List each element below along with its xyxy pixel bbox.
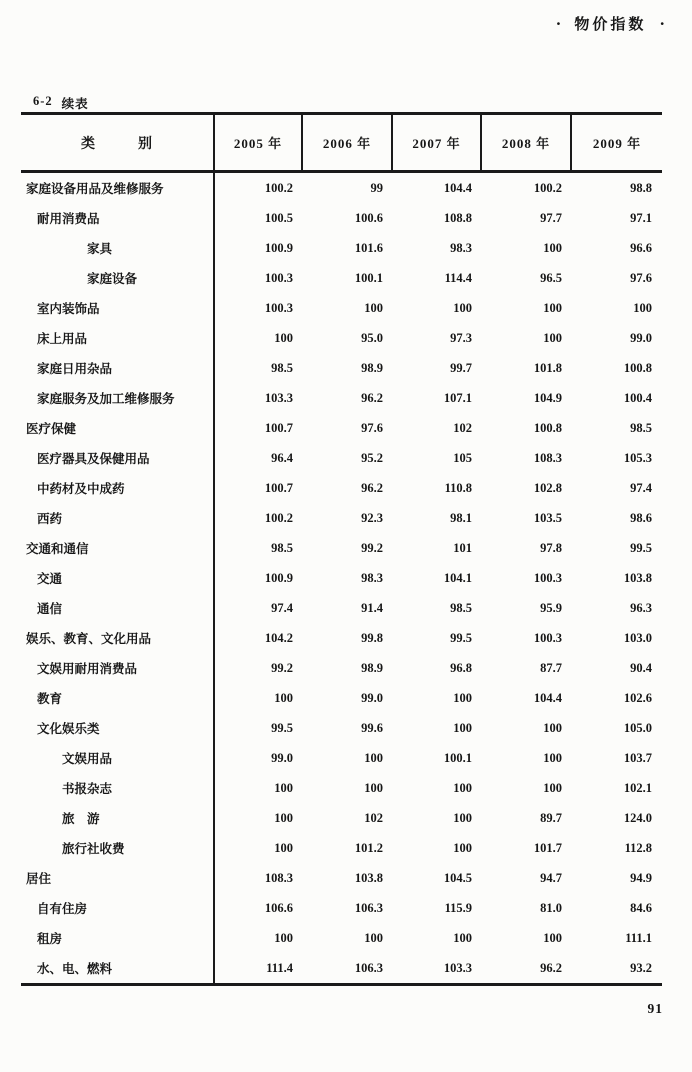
row-value-2007: 100 bbox=[453, 690, 472, 705]
row-label: 床上用品 bbox=[21, 323, 215, 353]
row-label: 交通和通信 bbox=[21, 533, 215, 563]
row-value-2005: 111.4 bbox=[266, 960, 293, 975]
row-value-2009: 84.6 bbox=[630, 900, 652, 915]
row-value-2006: 92.3 bbox=[361, 510, 383, 525]
row-value-2006: 103.8 bbox=[354, 870, 383, 885]
row-value-2006: 99.6 bbox=[361, 720, 383, 735]
table-row bbox=[21, 473, 662, 503]
page-number: 91 bbox=[647, 1001, 663, 1016]
row-value-2009: 96.3 bbox=[630, 600, 652, 615]
table-row bbox=[21, 773, 662, 803]
table-row bbox=[21, 503, 662, 533]
table-row bbox=[21, 353, 662, 383]
row-value-2008: 97.7 bbox=[540, 210, 562, 225]
row-label: 水、电、燃料 bbox=[21, 953, 215, 983]
table-row bbox=[21, 563, 662, 593]
row-value-2009: 97.1 bbox=[630, 210, 652, 225]
row-label: 家庭服务及加工维修服务 bbox=[21, 383, 215, 413]
row-value-2009: 100 bbox=[633, 300, 652, 315]
table-row bbox=[21, 893, 662, 923]
row-value-2005: 100 bbox=[274, 930, 293, 945]
row-value-2006: 99.2 bbox=[361, 540, 383, 555]
table-row bbox=[21, 323, 662, 353]
row-value-2009: 97.6 bbox=[630, 270, 652, 285]
row-value-2008: 100 bbox=[543, 780, 562, 795]
row-value-2009: 103.0 bbox=[623, 630, 652, 645]
table-row bbox=[21, 593, 662, 623]
row-value-2005: 100.7 bbox=[264, 480, 293, 495]
row-value-2008: 100.2 bbox=[533, 180, 562, 195]
row-value-2008: 100 bbox=[543, 750, 562, 765]
row-label: 文娱用品 bbox=[21, 743, 215, 773]
row-value-2008: 100 bbox=[543, 330, 562, 345]
row-value-2006: 95.0 bbox=[361, 330, 383, 345]
row-label: 文娱用耐用消费品 bbox=[21, 653, 215, 683]
row-label: 交通 bbox=[21, 563, 215, 593]
table-row bbox=[21, 833, 662, 863]
running-head-right-dot-icon: · bbox=[659, 14, 665, 33]
row-value-2005: 103.3 bbox=[264, 390, 293, 405]
row-value-2008: 100 bbox=[543, 930, 562, 945]
row-value-2005: 98.5 bbox=[271, 360, 293, 375]
row-value-2009: 105.0 bbox=[623, 720, 652, 735]
row-value-2006: 100.1 bbox=[354, 270, 383, 285]
row-value-2006: 95.2 bbox=[361, 450, 383, 465]
year-header-2005: 2005 年 bbox=[215, 115, 303, 170]
row-value-2007: 97.3 bbox=[450, 330, 472, 345]
row-label: 中药材及中成药 bbox=[21, 473, 215, 503]
row-value-2007: 104.5 bbox=[443, 870, 472, 885]
row-value-2007: 98.3 bbox=[450, 240, 472, 255]
row-value-2009: 102.6 bbox=[623, 690, 652, 705]
row-value-2006: 98.3 bbox=[361, 570, 383, 585]
row-value-2007: 107.1 bbox=[443, 390, 472, 405]
row-value-2006: 98.9 bbox=[361, 360, 383, 375]
row-value-2007: 100 bbox=[453, 780, 472, 795]
row-value-2007: 100 bbox=[453, 840, 472, 855]
row-value-2006: 106.3 bbox=[354, 960, 383, 975]
row-value-2008: 89.7 bbox=[540, 810, 562, 825]
row-value-2007: 100 bbox=[453, 810, 472, 825]
row-label: 旅 游 bbox=[21, 803, 215, 833]
row-label: 西药 bbox=[21, 503, 215, 533]
row-value-2005: 100.7 bbox=[264, 420, 293, 435]
table-row bbox=[21, 443, 662, 473]
row-value-2009: 90.4 bbox=[630, 660, 652, 675]
row-value-2005: 100 bbox=[274, 840, 293, 855]
row-value-2006: 100 bbox=[364, 930, 383, 945]
row-value-2007: 110.8 bbox=[444, 480, 472, 495]
row-value-2006: 102 bbox=[364, 810, 383, 825]
table-label-code: 6-2 bbox=[33, 94, 53, 108]
row-value-2006: 98.9 bbox=[361, 660, 383, 675]
table-row bbox=[21, 203, 662, 233]
row-value-2005: 96.4 bbox=[271, 450, 293, 465]
row-value-2008: 97.8 bbox=[540, 540, 562, 555]
row-label: 家庭设备 bbox=[21, 263, 215, 293]
row-value-2005: 100.3 bbox=[264, 300, 293, 315]
table-row bbox=[21, 173, 662, 203]
year-header-2009: 2009 年 bbox=[592, 136, 642, 151]
table-label-text: 续表 bbox=[61, 97, 89, 111]
row-value-2005: 100.9 bbox=[264, 570, 293, 585]
table-row bbox=[21, 233, 662, 263]
category-header-left: 类 bbox=[81, 136, 96, 152]
row-value-2005: 100.2 bbox=[264, 180, 293, 195]
row-value-2008: 100.3 bbox=[533, 570, 562, 585]
row-value-2009: 103.7 bbox=[623, 750, 652, 765]
row-value-2005: 99.0 bbox=[271, 750, 293, 765]
running-head-title: 物价指数 bbox=[574, 17, 647, 33]
row-value-2007: 104.4 bbox=[443, 180, 472, 195]
row-value-2005: 100.9 bbox=[264, 240, 293, 255]
row-value-2007: 99.5 bbox=[450, 630, 472, 645]
table-header-row bbox=[21, 115, 662, 173]
year-header-2006: 2006 年 bbox=[303, 115, 393, 170]
running-head-left-dot-icon: · bbox=[555, 14, 562, 33]
row-label: 教育 bbox=[21, 683, 215, 713]
row-value-2009: 111.1 bbox=[625, 930, 652, 945]
table-row bbox=[21, 623, 662, 653]
table-row bbox=[21, 923, 662, 953]
row-value-2008: 100 bbox=[543, 300, 562, 315]
row-value-2007: 115.9 bbox=[444, 900, 472, 915]
table-row bbox=[21, 383, 662, 413]
row-value-2007: 108.8 bbox=[443, 210, 472, 225]
table-row bbox=[21, 803, 662, 833]
row-value-2005: 106.6 bbox=[264, 900, 293, 915]
row-value-2005: 99.5 bbox=[271, 720, 293, 735]
row-value-2008: 104.9 bbox=[533, 390, 562, 405]
row-value-2007: 102 bbox=[453, 420, 472, 435]
row-label: 文化娱乐类 bbox=[21, 713, 215, 743]
row-value-2008: 100 bbox=[543, 720, 562, 735]
row-value-2005: 97.4 bbox=[271, 600, 293, 615]
row-value-2006: 99.8 bbox=[361, 630, 383, 645]
row-value-2007: 96.8 bbox=[450, 660, 472, 675]
table-row bbox=[21, 743, 662, 773]
row-value-2009: 102.1 bbox=[623, 780, 652, 795]
row-value-2007: 114.4 bbox=[444, 270, 472, 285]
row-value-2009: 124.0 bbox=[623, 810, 652, 825]
row-value-2009: 94.9 bbox=[630, 870, 652, 885]
row-value-2005: 100.2 bbox=[264, 510, 293, 525]
row-value-2008: 101.7 bbox=[533, 840, 562, 855]
table-row bbox=[21, 263, 662, 293]
row-value-2008: 94.7 bbox=[540, 870, 562, 885]
row-value-2008: 104.4 bbox=[533, 690, 562, 705]
table-row bbox=[21, 293, 662, 323]
row-value-2008: 96.5 bbox=[540, 270, 562, 285]
table-row bbox=[21, 653, 662, 683]
table-row bbox=[21, 863, 662, 893]
row-value-2007: 101 bbox=[453, 540, 472, 555]
table-body bbox=[21, 173, 662, 983]
row-value-2007: 103.3 bbox=[443, 960, 472, 975]
row-label: 旅行社收费 bbox=[21, 833, 215, 863]
row-value-2008: 102.8 bbox=[533, 480, 562, 495]
row-value-2005: 100 bbox=[274, 690, 293, 705]
row-label: 通信 bbox=[21, 593, 215, 623]
row-value-2007: 100 bbox=[453, 720, 472, 735]
row-label: 家具 bbox=[21, 233, 215, 263]
row-value-2007: 99.7 bbox=[450, 360, 472, 375]
row-value-2009: 99.0 bbox=[630, 330, 652, 345]
row-value-2008: 81.0 bbox=[540, 900, 562, 915]
row-value-2009: 103.8 bbox=[623, 570, 652, 585]
row-value-2005: 100 bbox=[274, 810, 293, 825]
row-value-2006: 101.2 bbox=[354, 840, 383, 855]
row-value-2005: 98.5 bbox=[271, 540, 293, 555]
table-row bbox=[21, 533, 662, 563]
row-value-2005: 104.2 bbox=[264, 630, 293, 645]
row-value-2009: 99.5 bbox=[630, 540, 652, 555]
row-label: 医疗器具及保健用品 bbox=[21, 443, 215, 473]
category-header-right: 别 bbox=[138, 136, 153, 152]
row-value-2006: 96.2 bbox=[361, 390, 383, 405]
price-index-table bbox=[21, 112, 662, 986]
row-value-2007: 100 bbox=[453, 930, 472, 945]
row-value-2009: 100.8 bbox=[623, 360, 652, 375]
row-value-2006: 91.4 bbox=[361, 600, 383, 615]
row-value-2006: 100 bbox=[364, 300, 383, 315]
year-header-2008: 2008 年 bbox=[482, 115, 572, 170]
row-value-2008: 101.8 bbox=[533, 360, 562, 375]
row-value-2006: 100 bbox=[364, 780, 383, 795]
row-label: 家庭设备用品及维修服务 bbox=[21, 173, 215, 203]
row-value-2009: 98.8 bbox=[630, 180, 652, 195]
row-value-2007: 104.1 bbox=[443, 570, 472, 585]
table-row bbox=[21, 413, 662, 443]
row-value-2005: 108.3 bbox=[264, 870, 293, 885]
row-value-2006: 97.6 bbox=[361, 420, 383, 435]
row-value-2008: 95.9 bbox=[540, 600, 562, 615]
row-value-2007: 100 bbox=[453, 300, 472, 315]
table-label bbox=[33, 94, 89, 112]
row-label: 耐用消费品 bbox=[21, 203, 215, 233]
year-header-2007: 2007 年 bbox=[393, 115, 482, 170]
row-value-2006: 106.3 bbox=[354, 900, 383, 915]
row-value-2009: 105.3 bbox=[623, 450, 652, 465]
row-label: 室内装饰品 bbox=[21, 293, 215, 323]
row-value-2007: 98.1 bbox=[450, 510, 472, 525]
row-label: 居住 bbox=[21, 863, 215, 893]
row-value-2006: 99.0 bbox=[361, 690, 383, 705]
row-label: 家庭日用杂品 bbox=[21, 353, 215, 383]
row-value-2008: 103.5 bbox=[533, 510, 562, 525]
row-value-2008: 100.8 bbox=[533, 420, 562, 435]
row-value-2006: 99 bbox=[370, 180, 383, 195]
row-label: 自有住房 bbox=[21, 893, 215, 923]
row-value-2006: 96.2 bbox=[361, 480, 383, 495]
row-value-2005: 99.2 bbox=[271, 660, 293, 675]
row-value-2006: 101.6 bbox=[354, 240, 383, 255]
row-value-2008: 108.3 bbox=[533, 450, 562, 465]
table-row bbox=[21, 683, 662, 713]
row-label: 书报杂志 bbox=[21, 773, 215, 803]
row-value-2009: 96.6 bbox=[630, 240, 652, 255]
category-header-cell bbox=[21, 115, 215, 170]
row-value-2008: 100.3 bbox=[533, 630, 562, 645]
row-value-2005: 100 bbox=[274, 780, 293, 795]
row-value-2009: 93.2 bbox=[630, 960, 652, 975]
row-value-2006: 100.6 bbox=[354, 210, 383, 225]
row-value-2009: 112.8 bbox=[624, 840, 652, 855]
row-value-2008: 100 bbox=[543, 240, 562, 255]
row-value-2008: 96.2 bbox=[540, 960, 562, 975]
table-row bbox=[21, 713, 662, 743]
row-value-2005: 100.5 bbox=[264, 210, 293, 225]
row-value-2009: 98.5 bbox=[630, 420, 652, 435]
row-label: 医疗保健 bbox=[21, 413, 215, 443]
row-value-2005: 100.3 bbox=[264, 270, 293, 285]
row-value-2008: 87.7 bbox=[540, 660, 562, 675]
row-value-2007: 98.5 bbox=[450, 600, 472, 615]
row-value-2007: 100.1 bbox=[443, 750, 472, 765]
row-value-2005: 100 bbox=[274, 330, 293, 345]
row-label: 娱乐、教育、文化用品 bbox=[21, 623, 215, 653]
row-value-2006: 100 bbox=[364, 750, 383, 765]
row-label: 租房 bbox=[21, 923, 215, 953]
table-row bbox=[21, 953, 662, 983]
row-value-2007: 105 bbox=[453, 450, 472, 465]
running-head bbox=[556, 13, 665, 34]
row-value-2009: 98.6 bbox=[630, 510, 652, 525]
row-value-2009: 97.4 bbox=[630, 480, 652, 495]
row-value-2009: 100.4 bbox=[623, 390, 652, 405]
